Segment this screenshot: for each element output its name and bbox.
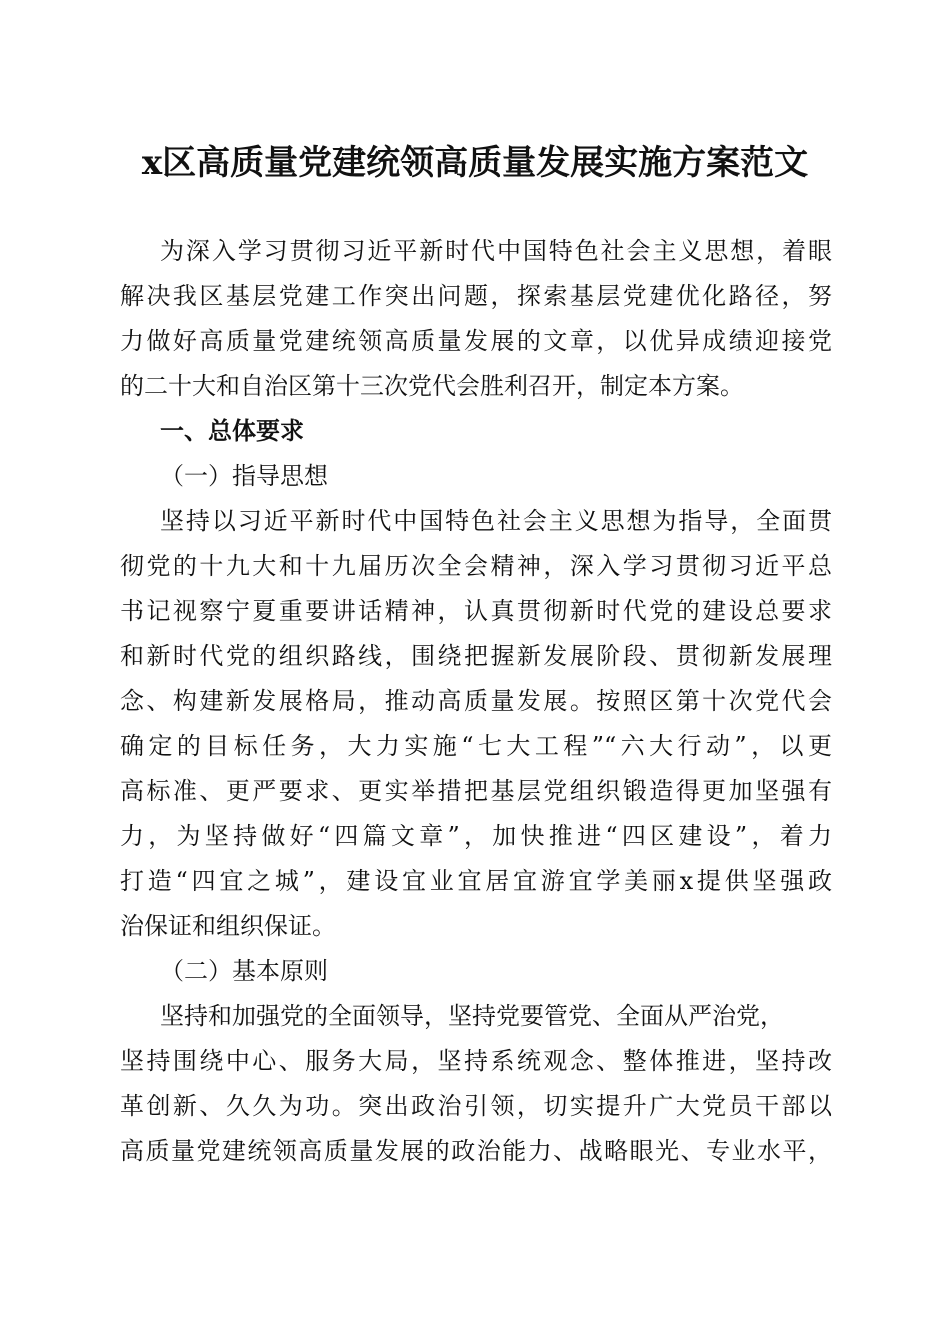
intro-line: 解决我区基层党建工作突出问题，探索基层党建优化路径，努 [120, 282, 832, 310]
paragraph-line: 坚持以习近平新时代中国特色社会主义思想为指导，全面贯 [160, 507, 832, 535]
subsection-heading: （一）指导思想 [160, 462, 328, 490]
paragraph-line: 书记视察宁夏重要讲话精神，认真贯彻新时代党的建设总要求 [120, 597, 832, 625]
paragraph-line: 治保证和组织保证。 [120, 912, 336, 940]
paragraph-line: 坚持围绕中心、服务大局，坚持系统观念、整体推进，坚持改 [120, 1047, 832, 1075]
intro-line: 的二十大和自治区第十三次党代会胜利召开，制定本方案。 [120, 372, 744, 400]
paragraph-line: 彻党的十九大和十九届历次全会精神，深入学习贯彻习近平总 [120, 552, 832, 580]
paragraph-line: 和新时代党的组织路线，围绕把握新发展阶段、贯彻新发展理 [120, 642, 832, 670]
paragraph-line: 力，为坚持做好“四篇文章”，加快推进“四区建设”，着力 [120, 822, 832, 850]
subsection-heading: （二）基本原则 [160, 957, 328, 985]
paragraph-line: 确定的目标任务，大力实施“七大工程”“六大行动”，以更 [120, 732, 832, 760]
intro-line: 力做好高质量党建统领高质量发展的文章，以优异成绩迎接党 [120, 327, 832, 355]
paragraph-line: 革创新、久久为功。突出政治引领，切实提升广大党员干部以 [120, 1092, 832, 1120]
paragraph-line: 高标准、更严要求、更实举措把基层党组织锻造得更加坚强有 [120, 777, 832, 805]
paragraph-line: 念、构建新发展格局，推动高质量发展。按照区第十次党代会 [120, 687, 832, 715]
paragraph-line: 打造“四宜之城”，建设宜业宜居宜游宜学美丽x提供坚强政 [120, 867, 832, 895]
paragraph-line: 高质量党建统领高质量发展的政治能力、战略眼光、专业水平， [120, 1137, 832, 1165]
document-title: x区高质量党建统领高质量发展实施方案范文 [141, 143, 809, 183]
document-body [120, 229, 832, 1174]
paragraph-line: 坚持和加强党的全面领导，坚持党要管党、全面从严治党， [160, 1002, 784, 1030]
intro-line: 为深入学习贯彻习近平新时代中国特色社会主义思想，着眼 [160, 237, 832, 265]
section-heading: 一、总体要求 [160, 417, 304, 445]
